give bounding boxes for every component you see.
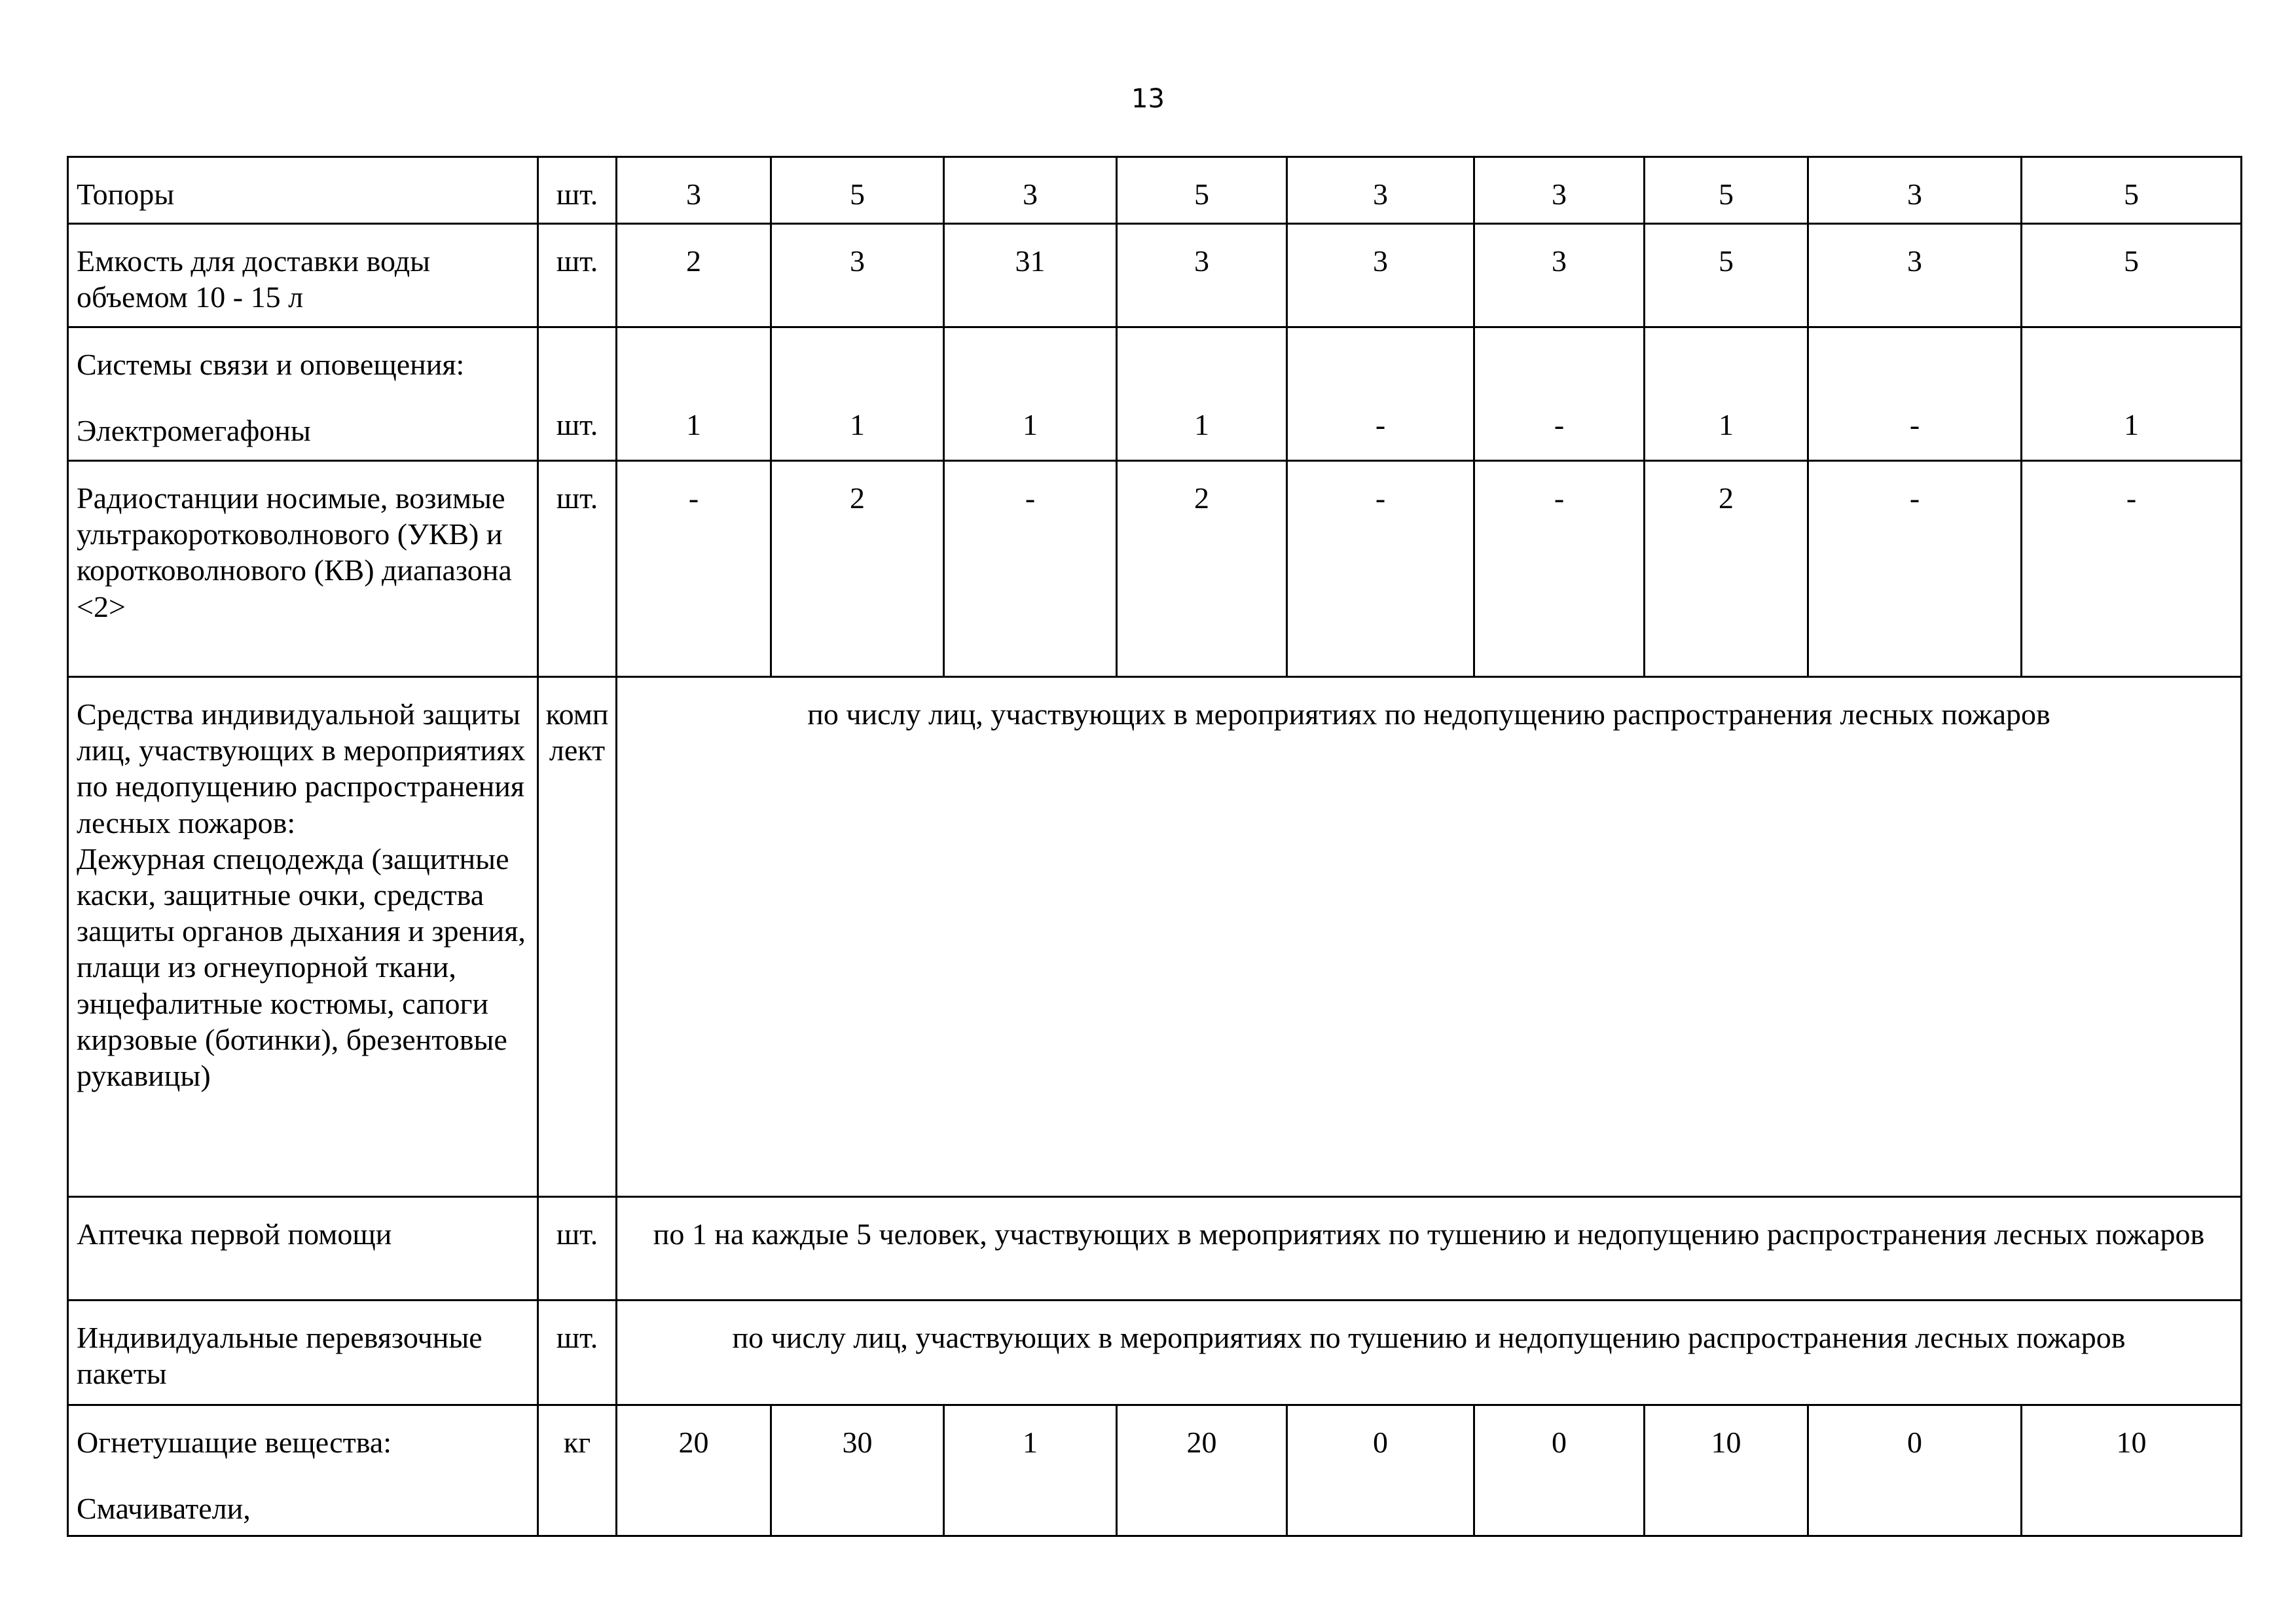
value-cell: 31 <box>944 224 1117 327</box>
value-cell <box>944 327 1117 461</box>
value-cell: 3 <box>1287 224 1474 327</box>
value-cell <box>1645 327 1808 461</box>
value-cell: - <box>944 461 1117 677</box>
value-cell: 10 <box>1645 1405 1808 1536</box>
value-cell: - <box>2022 461 2242 677</box>
value-cell: 5 <box>2022 224 2242 327</box>
value-text: - <box>1909 408 1920 441</box>
row-unit-text: шт. <box>556 408 598 441</box>
value-cell: 3 <box>1117 224 1287 327</box>
value-cell: 3 <box>1474 157 1645 224</box>
row-name-line: Смачиватели, <box>77 1492 251 1526</box>
value-cell: 3 <box>944 157 1117 224</box>
merged-value-cell: по 1 на каждые 5 человек, участвующих в мероприятиях по тушению и недопущению распространения лесных пожаров <box>617 1197 2242 1301</box>
value-cell: 5 <box>2022 157 2242 224</box>
value-text: 1 <box>1023 408 1038 441</box>
value-cell: - <box>1808 461 2022 677</box>
value-cell: - <box>1474 461 1645 677</box>
equipment-table <box>67 156 2242 1537</box>
value-cell: 0 <box>1808 1405 2022 1536</box>
value-text: 1 <box>1719 408 1734 441</box>
value-cell: 1 <box>944 1405 1117 1536</box>
value-cell <box>2022 327 2242 461</box>
value-cell: 3 <box>771 224 944 327</box>
value-cell <box>1117 327 1287 461</box>
value-cell: 5 <box>771 157 944 224</box>
value-cell: - <box>1287 461 1474 677</box>
row-unit-line: комп <box>545 697 609 731</box>
table-row-radio <box>68 461 2242 677</box>
row-name <box>68 677 538 1197</box>
value-cell: - <box>617 461 771 677</box>
value-cell: 3 <box>1808 157 2022 224</box>
value-cell: 3 <box>1287 157 1474 224</box>
row-unit: шт. <box>538 461 617 677</box>
merged-value-cell: по числу лиц, участвующих в мероприятиях по тушению и недопущению распространения лесных пожаров <box>617 1301 2242 1405</box>
row-unit: шт. <box>538 1301 617 1405</box>
value-cell <box>1287 327 1474 461</box>
row-name: Индивидуальные перевязочные пакеты <box>68 1301 538 1405</box>
value-text: 1 <box>850 408 865 441</box>
row-name: Радиостанции носимые, возимые ультракоротковолнового (УКВ) и коротковолнового (КВ) диапазона <2> <box>68 461 538 677</box>
row-unit: шт. <box>538 157 617 224</box>
value-text: 1 <box>686 408 701 441</box>
row-name-line: Электромегафоны <box>77 414 311 448</box>
row-name: Аптечка первой помощи <box>68 1197 538 1301</box>
row-unit: кг <box>538 1405 617 1536</box>
section-heading: Системы связи и оповещения: <box>77 348 465 381</box>
page-number: 13 <box>1131 84 1165 114</box>
row-name-line: объемом 10 - 15 л <box>77 280 304 314</box>
value-cell: 5 <box>1117 157 1287 224</box>
value-cell: 20 <box>617 1405 771 1536</box>
row-name-part: Дежурная спецодежда (защитные каски, защитные очки, средства защиты органов дыхания и зрения, плащи из огнеупорной ткани, энцефалитные костюмы, сапоги кирзовые (ботинки), брезентовые рукавицы) <box>77 841 526 1092</box>
value-cell: 30 <box>771 1405 944 1536</box>
row-name-line: Емкость для доставки воды <box>77 244 431 278</box>
section-heading: Огнетушащие вещества: <box>77 1426 392 1459</box>
value-cell: 3 <box>1808 224 2022 327</box>
row-name <box>68 224 538 327</box>
value-cell: 0 <box>1287 1405 1474 1536</box>
value-cell: 5 <box>1645 157 1808 224</box>
value-cell <box>1808 327 2022 461</box>
row-unit: шт. <box>538 224 617 327</box>
table-row-dressing <box>68 1301 2242 1405</box>
row-unit: шт. <box>538 1197 617 1301</box>
value-cell: 2 <box>1645 461 1808 677</box>
value-cell <box>617 327 771 461</box>
value-cell: 20 <box>1117 1405 1287 1536</box>
row-name: Топоры <box>68 157 538 224</box>
value-cell: 0 <box>1474 1405 1645 1536</box>
value-text: 1 <box>1194 408 1209 441</box>
value-text: - <box>1554 408 1565 441</box>
value-cell: 10 <box>2022 1405 2242 1536</box>
table-row-extinguishing <box>68 1405 2242 1536</box>
row-name <box>68 327 538 461</box>
row-name <box>68 1405 538 1536</box>
table-row-ppe <box>68 677 2242 1197</box>
row-unit <box>538 327 617 461</box>
value-cell <box>1474 327 1645 461</box>
value-cell: 2 <box>1117 461 1287 677</box>
row-unit <box>538 677 617 1197</box>
table-row-water-container <box>68 224 2242 327</box>
value-text: - <box>1375 408 1386 441</box>
value-text: 1 <box>2124 408 2139 441</box>
row-name-part: Средства индивидуальной защиты лиц, участвующих в мероприятиях по недопущению распространения лесных пожаров: <box>77 697 526 840</box>
value-cell: 2 <box>617 224 771 327</box>
value-cell: 5 <box>1645 224 1808 327</box>
value-cell: 3 <box>1474 224 1645 327</box>
merged-value-cell: по числу лиц, участвующих в мероприятиях по недопущению распространения лесных пожаров <box>617 677 2242 1197</box>
value-cell: 3 <box>617 157 771 224</box>
value-cell: 2 <box>771 461 944 677</box>
table-row-megaphones <box>68 327 2242 461</box>
table-row-first-aid <box>68 1197 2242 1301</box>
row-unit-line: лект <box>549 733 606 767</box>
table-row-axes <box>68 157 2242 224</box>
value-cell <box>771 327 944 461</box>
